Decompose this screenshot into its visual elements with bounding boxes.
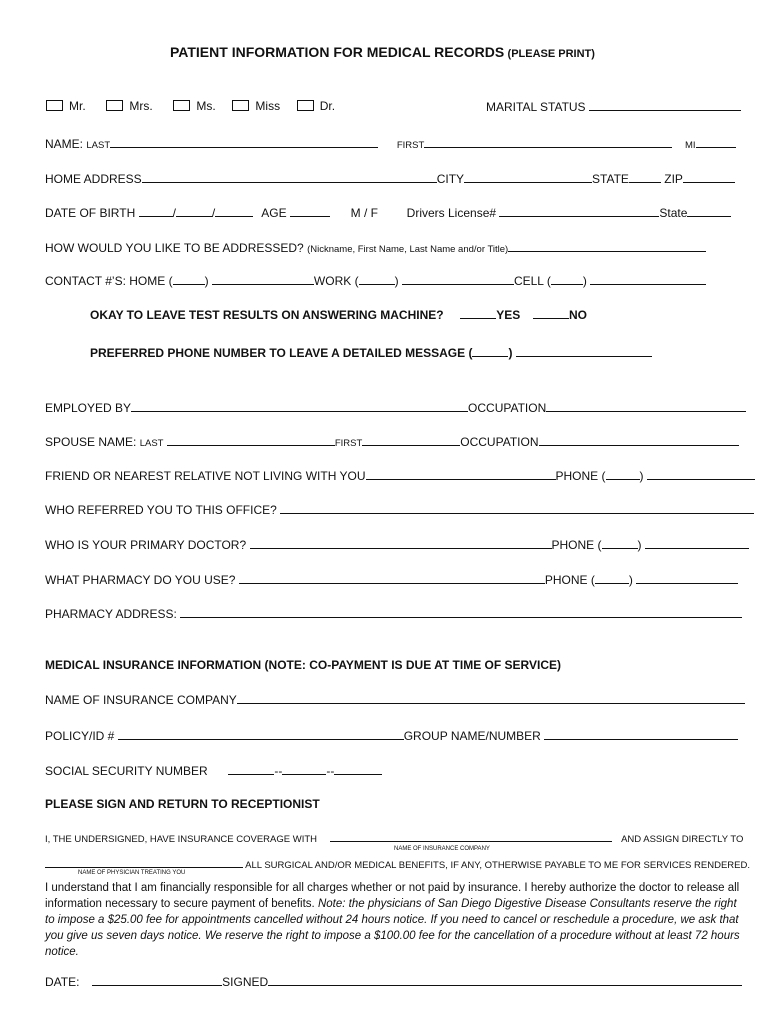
- yes-field[interactable]: [460, 307, 496, 319]
- primary-phone-label: PHONE (: [551, 538, 602, 552]
- mi-field[interactable]: [696, 136, 736, 148]
- relative-area-field[interactable]: [606, 468, 640, 480]
- marital-status-row: [486, 99, 741, 114]
- addressed-note: (Nickname, First Name, Last Name and/or Title): [307, 244, 509, 255]
- ssn-row: [45, 763, 382, 778]
- sign-heading: PLEASE SIGN AND RETURN TO RECEPTIONIST: [45, 797, 320, 811]
- city-field[interactable]: [464, 171, 592, 183]
- preferred-phone-field[interactable]: [516, 345, 652, 357]
- signature-field[interactable]: [268, 974, 742, 986]
- insurance-company-row: [45, 692, 745, 707]
- home-phone-label: CONTACT #’S: HOME (: [45, 274, 173, 288]
- state-label: STATE: [592, 172, 629, 186]
- date-field[interactable]: [92, 974, 222, 986]
- referred-field[interactable]: [280, 502, 754, 514]
- primary-doctor-field[interactable]: [250, 537, 552, 549]
- form-title: [170, 45, 595, 61]
- work-phone-label: WORK (: [313, 274, 359, 288]
- relative-label: FRIEND OR NEAREST RELATIVE NOT LIVING WITH YOU: [45, 469, 366, 483]
- first-name-field[interactable]: [424, 136, 672, 148]
- checkbox-dr[interactable]: [297, 100, 314, 111]
- label-mrs: Mrs.: [129, 99, 153, 113]
- home-address-label: HOME ADDRESS: [45, 172, 142, 186]
- dob-sep-1: /: [172, 206, 176, 220]
- signed-label: SIGNED: [222, 975, 269, 989]
- financial-responsibility-paragraph: [45, 880, 741, 960]
- primary-area-field[interactable]: [602, 537, 638, 549]
- pharmacy-area-field[interactable]: [595, 572, 629, 584]
- yes-label: YES: [496, 308, 521, 322]
- cell-close: ): [582, 274, 587, 288]
- employment-row: [45, 400, 746, 415]
- paragraph-normal: I understand that I am financially responsible for all charges whether or not paid by insurance. I hereby authorize the doctor to release all information necessary to secure payment of benefits.: [45, 882, 740, 910]
- first-label: FIRST: [396, 140, 425, 151]
- checkbox-mr[interactable]: [46, 100, 63, 111]
- dob-row: [45, 205, 731, 220]
- occupation-label: OCCUPATION: [468, 401, 547, 415]
- age-label: AGE: [261, 206, 287, 220]
- dob-month-field[interactable]: [139, 205, 173, 217]
- answering-machine-label: OKAY TO LEAVE TEST RESULTS ON ANSWERING MACHINE?: [90, 308, 444, 322]
- relative-phone-label: PHONE (: [555, 469, 606, 483]
- spouse-last-field[interactable]: [167, 434, 335, 446]
- employed-by-label: EMPLOYED BY: [45, 401, 132, 415]
- marital-status-field[interactable]: [589, 99, 741, 111]
- pharmacy-address-row: [45, 606, 742, 621]
- ssn-sep-1: --: [274, 764, 283, 778]
- assign-physician-field[interactable]: [45, 856, 243, 868]
- spouse-row: [45, 434, 739, 451]
- address-row: [45, 171, 735, 186]
- no-label: NO: [568, 308, 587, 322]
- pharmacy-field[interactable]: [239, 572, 545, 584]
- label-dr: Dr.: [319, 99, 336, 113]
- pharmacy-phone-label: PHONE (: [544, 573, 595, 587]
- spouse-first-field[interactable]: [362, 434, 460, 446]
- ssn-part3-field[interactable]: [334, 763, 382, 775]
- label-miss: Miss: [255, 99, 281, 113]
- spouse-last-label: LAST: [139, 438, 164, 449]
- dob-label: DATE OF BIRTH: [45, 206, 136, 220]
- home-address-field[interactable]: [142, 171, 437, 183]
- ssn-part2-field[interactable]: [282, 763, 326, 775]
- spouse-first-label: FIRST: [334, 438, 363, 449]
- insurance-company-caption: NAME OF INSURANCE COMPANY: [394, 846, 490, 852]
- zip-field[interactable]: [683, 171, 735, 183]
- assign-text-end: AND ASSIGN DIRECTLY TO: [621, 834, 744, 845]
- primary-close: ): [637, 538, 642, 552]
- relative-phone-field[interactable]: [647, 468, 755, 480]
- primary-doctor-label: WHO IS YOUR PRIMARY DOCTOR?: [45, 538, 247, 552]
- last-name-field[interactable]: [110, 136, 378, 148]
- insurance-company-label: NAME OF INSURANCE COMPANY: [45, 693, 237, 707]
- policy-label: POLICY/ID #: [45, 729, 115, 743]
- preferred-phone-label: PREFERRED PHONE NUMBER TO LEAVE A DETAILED MESSAGE (: [90, 346, 473, 360]
- home-close: ): [204, 274, 209, 288]
- salutation-row: [46, 99, 335, 113]
- preferred-phone-row: [90, 345, 652, 360]
- relative-field[interactable]: [366, 468, 556, 480]
- occupation-field[interactable]: [546, 400, 746, 412]
- license-label: Drivers License#: [406, 206, 497, 220]
- spouse-name-label: SPOUSE NAME:: [45, 435, 137, 449]
- name-label: NAME:: [45, 137, 84, 151]
- cell-phone-field[interactable]: [590, 273, 706, 285]
- label-ms: Ms.: [196, 99, 216, 113]
- marital-status-label: MARITAL STATUS: [486, 100, 586, 114]
- home-phone-field[interactable]: [212, 273, 314, 285]
- work-area-field[interactable]: [359, 273, 395, 285]
- assign-insurance-field[interactable]: [330, 830, 612, 842]
- checkbox-mrs[interactable]: [106, 100, 123, 111]
- ssn-sep-2: --: [326, 764, 335, 778]
- preferred-close: ): [508, 346, 513, 360]
- cell-area-field[interactable]: [551, 273, 583, 285]
- dob-year-field[interactable]: [215, 205, 253, 217]
- relative-row: [45, 468, 755, 483]
- assign-text-start: I, THE UNDERSIGNED, HAVE INSURANCE COVERAGE WITH: [45, 834, 318, 845]
- group-label: GROUP NAME/NUMBER: [403, 729, 541, 743]
- no-field[interactable]: [533, 307, 569, 319]
- home-area-field[interactable]: [173, 273, 205, 285]
- physician-caption: NAME OF PHYSICIAN TREATING YOU: [78, 870, 186, 876]
- assign-benefits-text: ALL SURGICAL AND/OR MEDICAL BENEFITS, IF ANY, OTHERWISE PAYABLE TO ME FOR SERVICES RENDERED.: [245, 860, 750, 871]
- spouse-occupation-label: OCCUPATION: [460, 435, 539, 449]
- pharmacy-row: [45, 572, 738, 587]
- date-sign-row: [45, 974, 742, 989]
- city-label: CITY: [436, 172, 465, 186]
- referred-row: [45, 502, 754, 517]
- title-text: PATIENT INFORMATION FOR MEDICAL RECORDS: [170, 44, 505, 60]
- work-phone-field[interactable]: [402, 273, 514, 285]
- pharmacy-close: ): [628, 573, 633, 587]
- group-field[interactable]: [544, 728, 738, 740]
- policy-row: [45, 728, 738, 743]
- primary-phone-field[interactable]: [645, 537, 749, 549]
- insurance-company-field[interactable]: [237, 692, 745, 704]
- insurance-heading: MEDICAL INSURANCE INFORMATION (NOTE: CO-PAYMENT IS DUE AT TIME OF SERVICE): [45, 658, 562, 672]
- work-close: ): [394, 274, 399, 288]
- sex-label[interactable]: M / F: [350, 206, 378, 220]
- license-field[interactable]: [499, 205, 659, 217]
- zip-label: ZIP: [664, 172, 683, 186]
- pharmacy-phone-field[interactable]: [636, 572, 738, 584]
- license-state-field[interactable]: [687, 205, 731, 217]
- preferred-area-field[interactable]: [472, 345, 508, 357]
- pharmacy-address-field[interactable]: [180, 606, 742, 618]
- dob-day-field[interactable]: [176, 205, 212, 217]
- addressed-field[interactable]: [508, 240, 706, 252]
- age-field[interactable]: [290, 205, 330, 217]
- name-row: [45, 136, 736, 153]
- dob-sep-2: /: [211, 206, 216, 220]
- addressed-label: HOW WOULD YOU LIKE TO BE ADDRESSED?: [45, 241, 304, 255]
- addressed-row: [45, 240, 706, 257]
- cell-phone-label: CELL (: [513, 274, 551, 288]
- license-state-label: State: [659, 206, 688, 220]
- primary-doctor-row: [45, 537, 749, 552]
- state-field[interactable]: [629, 171, 661, 183]
- assign-line-1: [45, 830, 743, 847]
- checkbox-ms[interactable]: [173, 100, 190, 111]
- answering-machine-row: [90, 307, 587, 322]
- policy-field[interactable]: [118, 728, 404, 740]
- employed-by-field[interactable]: [131, 400, 468, 412]
- pharmacy-address-label: PHARMACY ADDRESS:: [45, 607, 177, 621]
- date-label: DATE:: [45, 975, 80, 989]
- ssn-part1-field[interactable]: [228, 763, 274, 775]
- contact-row: [45, 273, 706, 288]
- last-label: LAST: [86, 140, 111, 151]
- referred-label: WHO REFERRED YOU TO THIS OFFICE?: [45, 503, 277, 517]
- ssn-label: SOCIAL SECURITY NUMBER: [45, 764, 208, 778]
- pharmacy-label: WHAT PHARMACY DO YOU USE?: [45, 573, 236, 587]
- title-note: (PLEASE PRINT): [507, 48, 595, 60]
- checkbox-miss[interactable]: [232, 100, 249, 111]
- label-mr: Mr.: [69, 99, 86, 113]
- spouse-occupation-field[interactable]: [539, 434, 739, 446]
- relative-close: ): [639, 469, 644, 483]
- paragraph-italic-note: Note: the physicians of San Diego Digestive Disease Consultants reserve the right to impose a $25.00 fee for appointments cancelled without 24 hours notice. If you need to cancel or reschedule a procedure, we ask that you give us seven days notice. We reserve the right to impose a $100.00 fee for the cancellation of a procedure without at least 72 hours notice.: [45, 898, 740, 958]
- mi-label: MI: [684, 140, 696, 151]
